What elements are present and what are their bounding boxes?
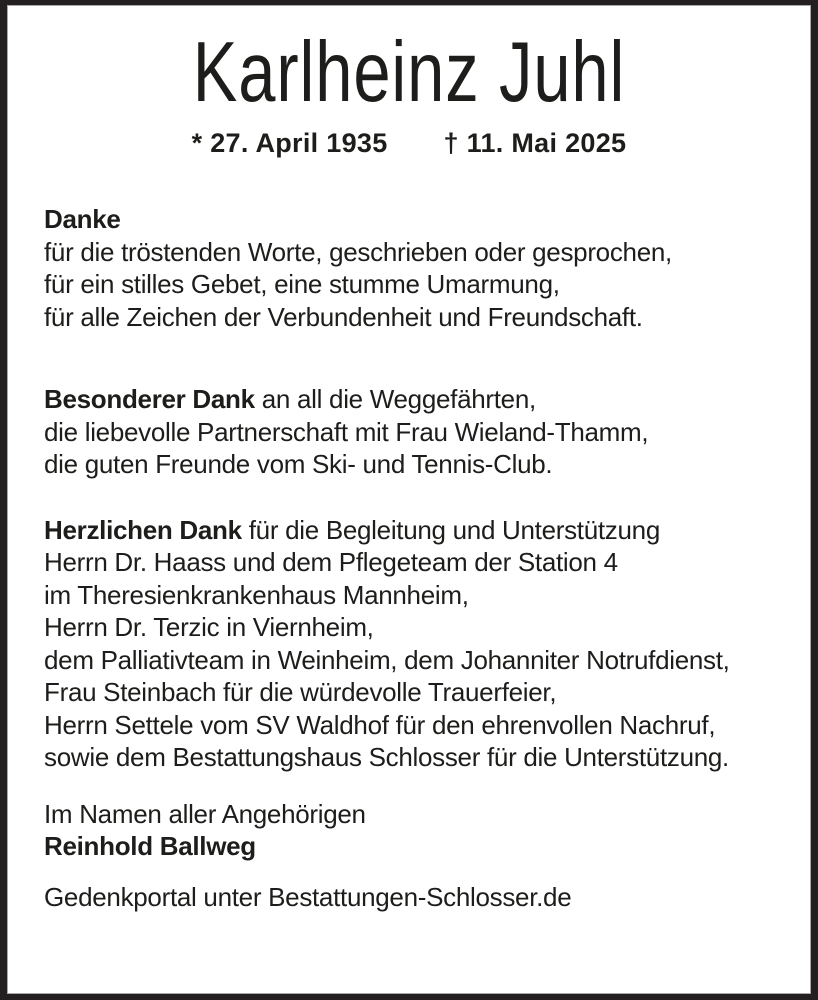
life-dates bbox=[8, 128, 810, 159]
heartfelt-thanks-line: im Theresienkrankenhaus Mannheim, bbox=[44, 579, 469, 610]
notice-header bbox=[8, 24, 810, 159]
thanks-lead: Danke bbox=[44, 204, 121, 235]
closing-line: Im Namen aller Angehörigen bbox=[44, 798, 366, 829]
special-thanks-lead-line bbox=[44, 383, 792, 416]
birth-date: * 27. April 1935 bbox=[191, 128, 388, 159]
notice-inner bbox=[7, 5, 811, 994]
closing-paragraph bbox=[44, 798, 792, 863]
special-thanks-lead: Besonderer Dank bbox=[44, 384, 255, 415]
heartfelt-thanks-line: Frau Steinbach für die würdevolle Trauerfeier, bbox=[44, 677, 557, 708]
memorial-portal-paragraph bbox=[44, 881, 792, 914]
heartfelt-thanks-line: Herrn Dr. Haass und dem Pflegeteam der Station 4 bbox=[44, 547, 618, 578]
special-thanks-line: die liebevolle Partnerschaft mit Frau Wieland-Thamm, bbox=[44, 416, 649, 447]
heartfelt-thanks-line: Herrn Dr. Terzic in Viernheim, bbox=[44, 612, 374, 643]
memorial-portal-text: Gedenkportal unter Bestattungen-Schlosser.de bbox=[44, 881, 572, 912]
signature-line bbox=[44, 830, 792, 863]
thanks-line: für alle Zeichen der Verbundenheit und Freundschaft. bbox=[44, 301, 643, 332]
heartfelt-thanks-lead: Herzlichen Dank bbox=[44, 514, 242, 545]
thanks-lead-line bbox=[44, 203, 792, 236]
deceased-name: Karlheinz Juhl bbox=[192, 24, 626, 121]
heartfelt-thanks-line: sowie dem Bestattungshaus Schlosser für die Unterstützung. bbox=[44, 742, 729, 773]
heartfelt-thanks-paragraph bbox=[44, 514, 792, 774]
heartfelt-thanks-lead-rest: für die Begleitung und Unterstützung bbox=[248, 514, 660, 545]
death-date: † 11. Mai 2025 bbox=[443, 128, 627, 159]
heartfelt-thanks-line: Herrn Settele vom SV Waldhof für den ehrenvollen Nachruf, bbox=[44, 709, 716, 740]
thanks-line: für ein stilles Gebet, eine stumme Umarmung, bbox=[44, 269, 560, 300]
special-thanks-paragraph bbox=[44, 383, 792, 481]
thanks-line: für die tröstenden Worte, geschrieben oder gesprochen, bbox=[44, 236, 672, 267]
notice-body bbox=[8, 203, 810, 913]
special-thanks-line: die guten Freunde vom Ski- und Tennis-Club. bbox=[44, 449, 553, 480]
heartfelt-thanks-lead-line bbox=[44, 514, 792, 547]
signature-name: Reinhold Ballweg bbox=[44, 831, 256, 862]
thanks-paragraph bbox=[44, 203, 792, 333]
special-thanks-lead-rest: an all die Weggefährten, bbox=[261, 384, 536, 415]
heartfelt-thanks-line: dem Palliativteam in Weinheim, dem Johanniter Notrufdienst, bbox=[44, 644, 730, 675]
